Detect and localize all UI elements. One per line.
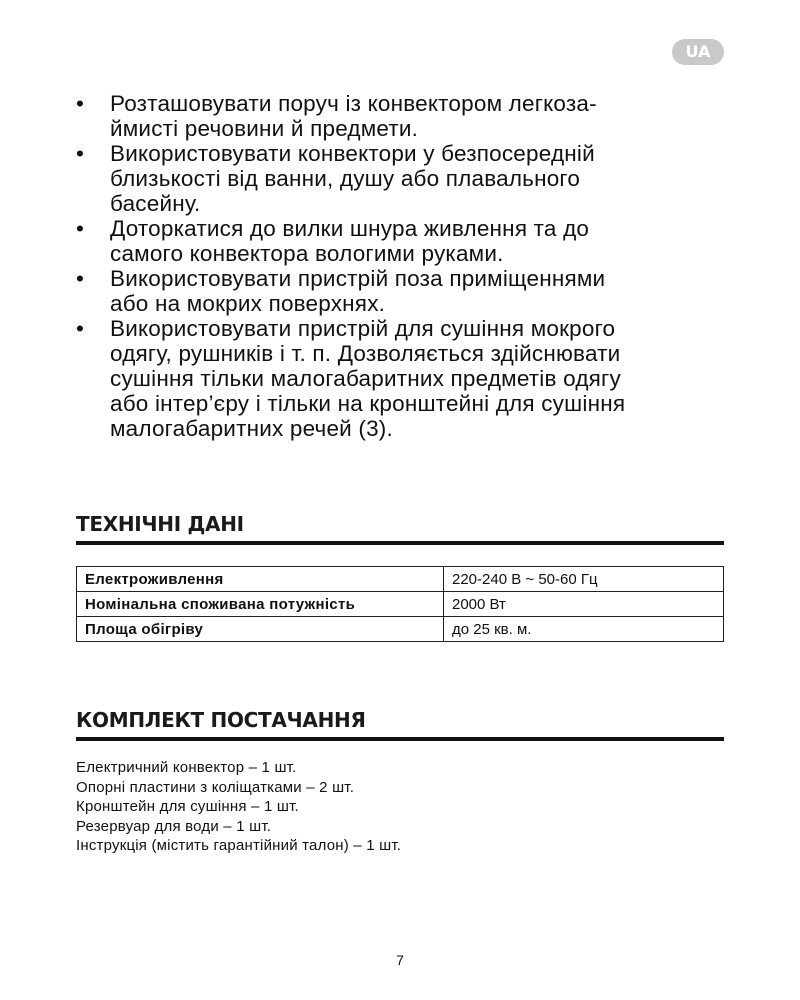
list-item-line: або на мокрих поверхнях. <box>110 291 386 316</box>
specs-section-title: ТЕХНІЧНІ ДАНІ <box>76 512 244 536</box>
specs-table <box>76 566 724 642</box>
list-item-line: Використовувати конвектори у безпосередній <box>110 141 595 166</box>
list-item-line: сушіння тільки малогабаритних предметів одягу <box>110 366 621 391</box>
specs-divider <box>76 541 724 545</box>
table-row <box>77 592 724 617</box>
bullet-icon: • <box>76 141 85 166</box>
spec-label: Площа обігріву <box>77 617 444 642</box>
list-item <box>76 91 736 141</box>
table-row <box>77 617 724 642</box>
spec-value: 220-240 В ~ 50-60 Гц <box>444 567 724 592</box>
kit-divider <box>76 737 724 741</box>
list-item-line: близькості від ванни, душу або плавального <box>110 166 581 191</box>
spec-label: Електроживлення <box>77 567 444 592</box>
list-item-line: самого конвектора вологими руками. <box>110 241 504 266</box>
list-item: Кронштейн для сушіння – 1 шт. <box>76 798 299 815</box>
spec-label: Номінальна споживана потужність <box>77 592 444 617</box>
list-item: Резервуар для води – 1 шт. <box>76 817 272 835</box>
list-item-line: басейну. <box>110 191 201 216</box>
warning-bullet-list <box>76 91 736 441</box>
page-number: 7 <box>396 952 404 968</box>
list-item <box>76 141 736 216</box>
list-item-line: малогабаритних речей (3). <box>110 416 393 441</box>
bullet-icon: • <box>76 266 85 291</box>
list-item-line: або інтер’єру і тільки на кронштейні для сушіння <box>110 391 626 416</box>
spec-value: 2000 Вт <box>444 592 724 617</box>
list-item: Опорні пластини з коліщатками – 2 шт. <box>76 778 355 796</box>
bullet-icon: • <box>76 316 85 341</box>
list-item-line: Використовувати пристрій для сушіння мокрого <box>110 316 616 341</box>
list-item <box>76 216 736 266</box>
table-row <box>77 567 724 592</box>
bullet-icon: • <box>76 216 85 241</box>
list-item-line: Використовувати пристрій поза приміщеннями <box>110 266 606 291</box>
list-item <box>76 266 736 316</box>
list-item: Електричний конвектор – 1 шт. <box>76 759 297 776</box>
language-badge: UA <box>672 39 724 65</box>
list-item-line: Розташовувати поруч із конвектором легкоза- <box>110 91 597 116</box>
list-item-line: одягу, рушників і т. п. Дозволяється здійснювати <box>110 341 621 366</box>
list-item-line: ймисті речовини й предмети. <box>110 116 419 141</box>
list-item: Інструкція (містить гарантійний талон) – 1 шт. <box>76 837 402 854</box>
bullet-icon: • <box>76 91 85 116</box>
kit-section-title: КОМПЛЕКТ ПОСТАЧАННЯ <box>76 708 366 732</box>
list-item-line: Доторкатися до вилки шнура живлення та до <box>110 216 590 241</box>
spec-value: до 25 кв. м. <box>444 617 724 642</box>
list-item <box>76 316 736 441</box>
kit-list <box>76 758 401 856</box>
